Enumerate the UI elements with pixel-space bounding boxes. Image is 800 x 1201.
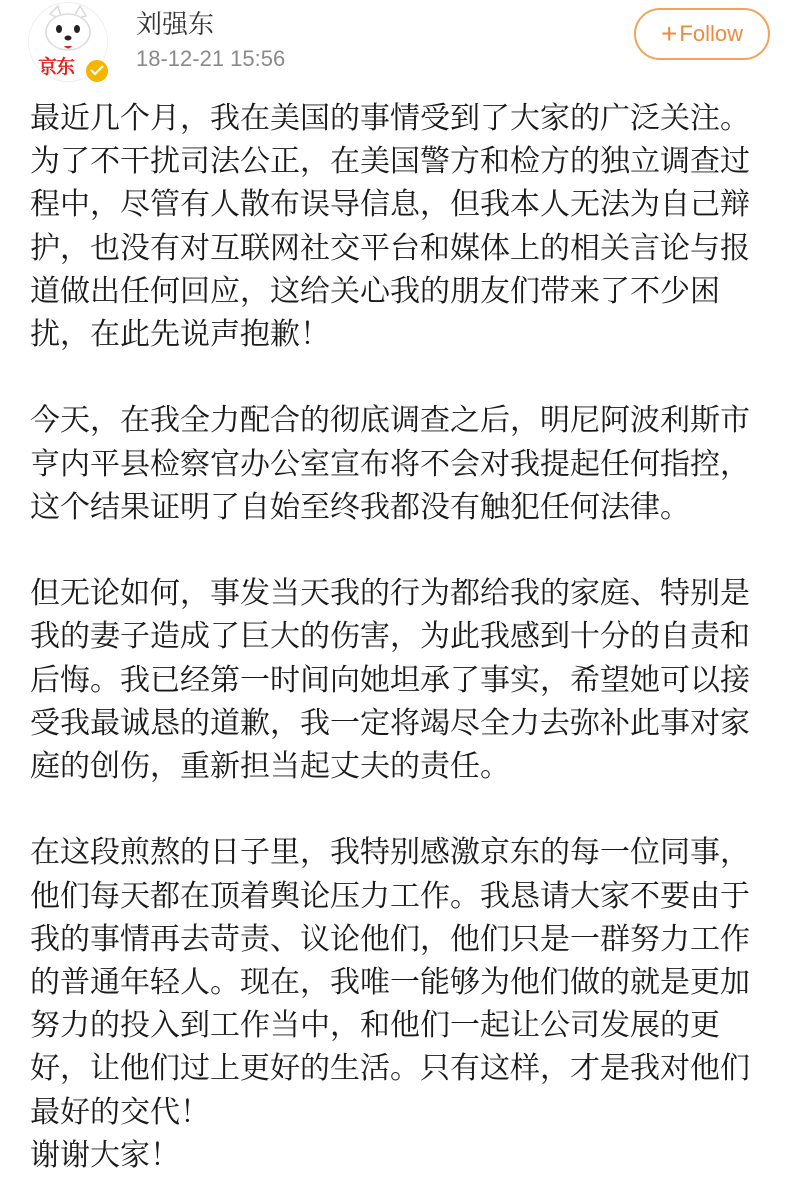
paragraph: [30, 399, 780, 529]
text-line: 程中，尽管有人散布误导信息，但我本人无法为自己辩: [30, 187, 750, 223]
text-line: 最近几个月，我在美国的事情受到了大家的广泛关注。: [30, 101, 750, 136]
text-line: 在这段煎熬的日子里，我特别感激京东的每一位同事，: [30, 835, 750, 871]
username[interactable]: 刘强东: [136, 10, 215, 40]
avatar-logo-text: 京东: [38, 56, 75, 78]
paragraph-gap: [30, 356, 780, 399]
text-line: 最好的交代！: [30, 1094, 210, 1130]
verified-badge-icon: [84, 58, 110, 84]
paragraph: [30, 831, 780, 1177]
post-timestamp: 18-12-21 15:56: [136, 46, 286, 71]
text-line: 我的事情再去苛责、议论他们，他们只是一群努力工作: [30, 921, 750, 957]
post-body: [30, 97, 780, 1177]
paragraph: [30, 572, 780, 788]
text-line: 为了不干扰司法公正，在美国警方和检方的独立调查过: [30, 144, 750, 180]
text-line: 我的妻子造成了巨大的伤害，为此我感到十分的自责和: [30, 619, 750, 655]
text-line: 但无论如何，事发当天我的行为都给我的家庭、特别是: [30, 576, 750, 612]
text-line: 的普通年轻人。现在，我唯一能够为他们做的就是更加: [30, 965, 750, 1001]
text-line: 亨内平县检察官办公室宣布将不会对我提起任何指控，: [30, 446, 750, 482]
text-line: 庭的创伤，重新担当起丈夫的责任。: [30, 749, 510, 785]
text-line: 扰，在此先说声抱歉！: [30, 317, 330, 353]
text-line: 今天，在我全力配合的彻底调查之后，明尼阿波利斯市: [30, 403, 750, 439]
paragraph-gap: [30, 788, 780, 831]
text-line: 后悔。我已经第一时间向她坦承了事实，希望她可以接: [30, 662, 750, 698]
text-line: 谢谢大家！: [30, 1137, 180, 1173]
follow-button[interactable]: [634, 8, 770, 60]
text-line: 好，让他们过上更好的生活。只有这样，才是我对他们: [30, 1051, 750, 1087]
plus-icon: +: [661, 18, 678, 49]
text-line: 他们每天都在顶着舆论压力工作。我恳请大家不要由于: [30, 878, 750, 914]
text-line: 道做出任何回应，这给关心我的朋友们带来了不少困: [30, 273, 720, 309]
text-line: 这个结果证明了自始至终我都没有触犯任何法律。: [30, 489, 690, 525]
follow-label: Follow: [679, 21, 743, 46]
paragraph: [30, 97, 780, 356]
paragraph-gap: [30, 529, 780, 572]
post-header: [0, 0, 800, 90]
text-line: 受我最诚恳的道歉，我一定将竭尽全力去弥补此事对家: [30, 705, 750, 741]
text-line: 护，也没有对互联网社交平台和媒体上的相关言论与报: [30, 230, 750, 266]
text-line: 努力的投入到工作当中，和他们一起让公司发展的更: [30, 1008, 720, 1044]
